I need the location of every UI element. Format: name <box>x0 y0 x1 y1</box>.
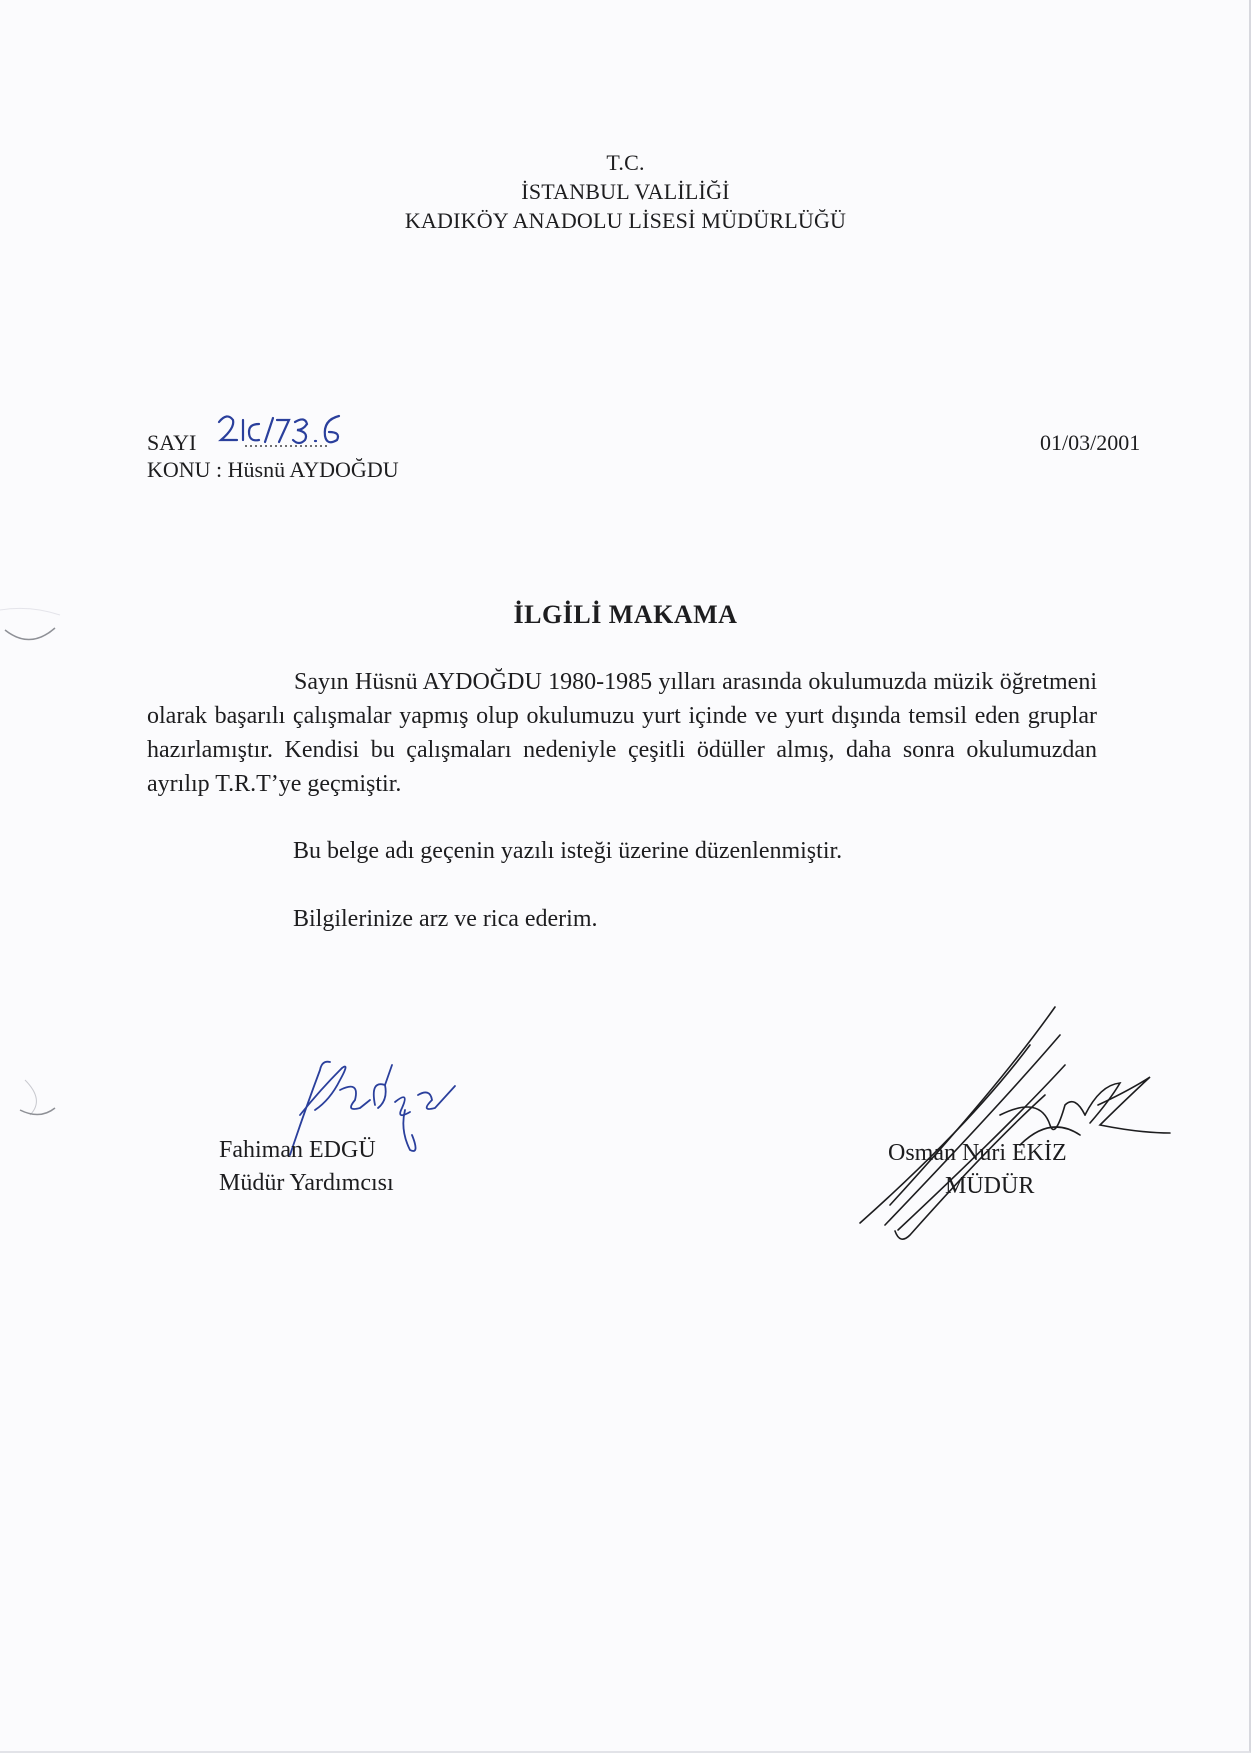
body-paragraph-2: Bu belge adı geçenin yazılı isteği üzerine düzenlenmiştir. <box>293 838 843 864</box>
subject-line: KONU : Hüsnü AYDOĞDU <box>147 457 399 482</box>
punch-hole-bottom <box>0 1070 70 1120</box>
paragraph-1-text: Sayın Hüsnü AYDOĞDU 1980-1985 yılları arasında okulumuzda müzik öğretmeni olarak başarılı çalışmalar yapmış olup okulumuzu yurt içinde ve yurt dışında temsil eden gruplar hazırlamıştır. Kendisi bu çalışmaları nedeniyle çeşitli ödüller almış, daha sonra okulumuzdan ayrılıp T.R.T’ye geçmiştir. <box>147 669 1097 797</box>
sayi-label: SAYI <box>147 430 197 455</box>
sayi-handwritten-number <box>215 410 375 456</box>
document-date: 01/03/2001 <box>1040 430 1141 455</box>
body-paragraph-1 <box>147 665 1097 801</box>
letterhead <box>0 148 1251 235</box>
body-paragraph-3: Bilgilerinize arz ve rica ederim. <box>293 906 598 932</box>
right-signatory-name: Osman Nuri EKİZ <box>888 1140 1067 1166</box>
handwritten-signature-right <box>850 1005 1180 1240</box>
letterhead-line-school: KADIKÖY ANADOLU LİSESİ MÜDÜRLÜĞÜ <box>404 208 847 233</box>
left-signatory-name: Fahiman EDGÜ <box>219 1137 376 1163</box>
letterhead-line-tc: T.C. <box>606 150 645 175</box>
left-signatory-role: Müdür Yardımcısı <box>219 1170 394 1196</box>
right-signatory-role: MÜDÜR <box>945 1173 1035 1199</box>
letterhead-line-valilik: İSTANBUL VALİLİĞİ <box>521 179 730 204</box>
document-title: İLGİLİ MAKAMA <box>513 600 738 629</box>
